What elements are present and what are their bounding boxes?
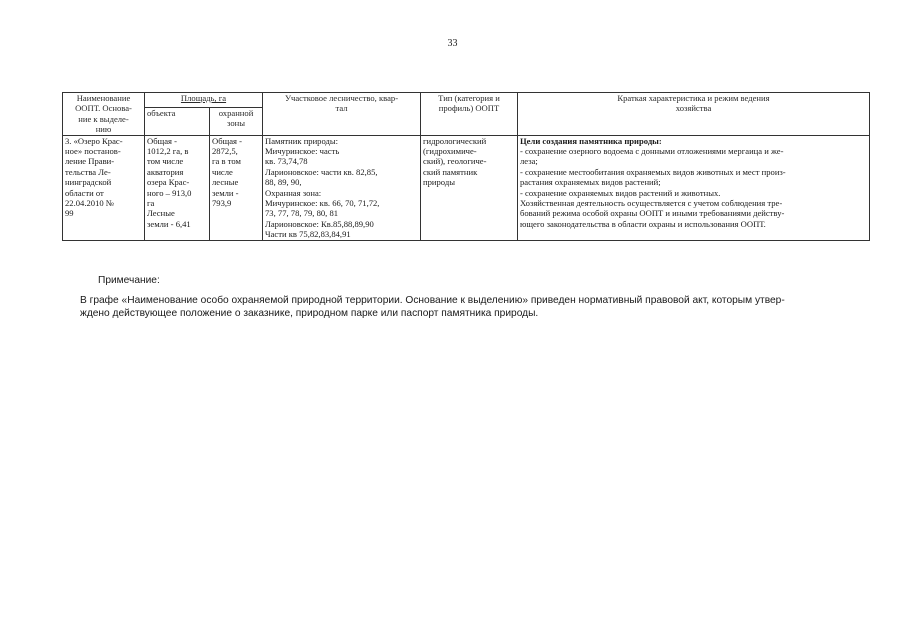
cell-line: леза;: [520, 156, 538, 167]
cell-line: 99: [65, 208, 74, 219]
cell-characteristic: [518, 135, 870, 240]
cell-line: 1012,2 га, в: [147, 146, 189, 157]
cell-line: Общая -: [212, 135, 242, 146]
cell-line: кв. 73,74,78: [265, 156, 308, 167]
cell-line: акватория: [147, 166, 184, 177]
cell-line: ющего законодательства в области охраны и использования ООПТ.: [520, 218, 766, 229]
cell-line: бований режима особой охраны ООПТ и иными требованиями действу-: [520, 208, 785, 219]
header-type: [421, 93, 518, 136]
cell-line: Части кв 75,82,83,84,91: [265, 229, 351, 240]
header-characteristic: [518, 93, 870, 136]
cell-line: Мичуринское: кв. 66, 70, 71,72,: [265, 198, 380, 209]
header-zone-line: зоны: [226, 118, 245, 129]
cell-line: области от: [65, 187, 104, 198]
page-number: 33: [447, 38, 458, 49]
cell-line: ного – 913,0: [147, 187, 192, 198]
cell-line: ление Прави-: [65, 156, 115, 167]
protected-areas-table: [62, 92, 870, 241]
note-line: В графе «Наименование особо охраняемой природной территории. Основание к выделению» приведен нормативный правовой акт, которым утвер-: [80, 295, 785, 306]
cell-object-area: [145, 135, 210, 240]
header-area: [145, 93, 263, 108]
cell-line: 3. «Озеро Крас-: [65, 135, 123, 146]
header-name-line: Наименование: [76, 93, 131, 103]
cell-line: озера Крас-: [147, 177, 190, 188]
cell-line: растания охраняемых видов растений;: [520, 177, 661, 188]
cell-line: числе: [212, 166, 233, 177]
cell-zone-area: [210, 135, 263, 240]
header-area-label: Площадь, га: [180, 93, 227, 103]
header-zone-line: охранной: [218, 107, 254, 118]
cell-line: ский памятник: [423, 166, 478, 177]
cell-line: 2872,5,: [212, 146, 238, 157]
cell-line: - сохранение охраняемых видов растений и животных.: [520, 187, 721, 198]
cell-line: Памятник природы:: [265, 135, 339, 146]
header-characteristic-line: хозяйства: [675, 103, 712, 114]
cell-line: лесные: [212, 177, 239, 188]
cell-line: - сохранение озерного водоема с донными отложениями мергаица и же-: [520, 146, 784, 157]
cell-line: 22.04.2010 №: [65, 198, 115, 209]
cell-line: га в том: [212, 156, 241, 167]
cell-line: ное» постанов-: [65, 146, 121, 157]
cell-line: Ларионовское: Кв.85,88,89,90: [265, 218, 374, 229]
table-header-row: [63, 93, 870, 108]
cell-line: 73, 77, 78, 79, 80, 81: [265, 208, 339, 219]
header-object: [145, 107, 210, 135]
header-forestry: [263, 93, 421, 136]
header-protected-zone: [210, 107, 263, 135]
note-text: [80, 294, 840, 320]
cell-line: га: [147, 198, 155, 209]
cell-line: 793,9: [212, 198, 232, 209]
cell-name: [63, 135, 145, 240]
cell-type: [421, 135, 518, 240]
header-name-line: ние к выделе-: [78, 113, 129, 124]
cell-line: ский), геологиче-: [423, 156, 487, 167]
cell-line: Лесные: [147, 208, 175, 219]
note-label: Примечание:: [98, 275, 160, 286]
cell-line: тельства Ле-: [65, 166, 111, 177]
header-type-line: профиль) ООПТ: [438, 103, 500, 114]
header-forestry-line: Участковое лесничество, квар-: [284, 93, 399, 103]
header-characteristic-line: Краткая характеристика и режим ведения: [617, 93, 770, 103]
cell-line: Охранная зона:: [265, 187, 322, 198]
header-name-line: нию: [95, 124, 112, 135]
cell-line: Ларионовское: части кв. 82,85,: [265, 166, 378, 177]
cell-line: Хозяйственная деятельность осуществляется с учетом соблюдения тре-: [520, 198, 783, 209]
cell-line: Общая -: [147, 135, 177, 146]
cell-forestry: [263, 135, 421, 240]
goals-title: Цели создания памятника природы:: [520, 135, 662, 146]
cell-line: 88, 89, 90,: [265, 177, 302, 188]
cell-line: нинградской: [65, 177, 112, 188]
cell-line: Мичуринское: часть: [265, 146, 340, 157]
cell-line: гидрологический: [423, 135, 487, 146]
cell-line: земли -: [212, 187, 239, 198]
header-forestry-line: тал: [335, 103, 348, 114]
cell-line: природы: [423, 177, 455, 188]
cell-line: том числе: [147, 156, 184, 167]
header-name-line: ООПТ. Основа-: [75, 103, 132, 114]
header-object-label: объекта: [147, 107, 176, 118]
cell-line: - сохранение местообитания охраняемых видов животных и мест произ-: [520, 166, 786, 177]
cell-line: земли - 6,41: [147, 218, 191, 229]
header-name: [63, 93, 145, 136]
table-row: [63, 135, 870, 240]
note-line: ждено действующее положение о заказнике, природном парке или паспорт памятника природы.: [80, 308, 539, 319]
header-type-line: Тип (категория и: [438, 93, 500, 103]
cell-line: (гидрохимиче-: [423, 146, 477, 157]
